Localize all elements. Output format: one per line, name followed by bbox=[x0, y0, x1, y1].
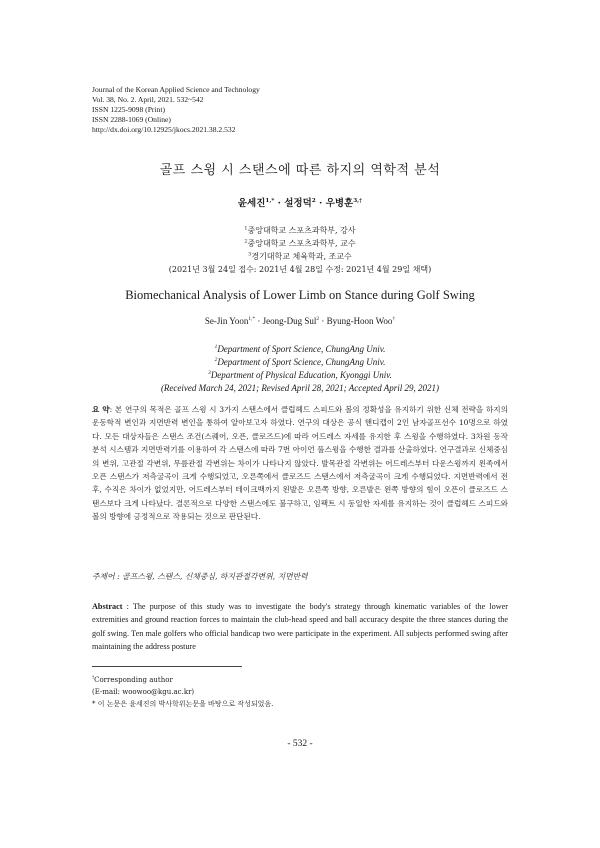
dates-korean: (2021년 3월 24일 접수: 2021년 4월 28일 수정: 2021년 4월 29일 채택) bbox=[168, 265, 432, 274]
author-name: 우병훈 bbox=[325, 198, 354, 209]
author-sup: 2 bbox=[311, 197, 316, 204]
affiliation-sup: 1 bbox=[214, 344, 218, 350]
author-name: Byung-Hoon Woo bbox=[326, 316, 393, 326]
journal-header bbox=[92, 85, 260, 135]
journal-doi: http://dx.doi.org/10.12925/jkocs.2021.38.2.532 bbox=[92, 125, 236, 134]
footnote-corresponding-text: Corresponding author bbox=[94, 676, 173, 684]
affiliation-sup: 3 bbox=[208, 370, 211, 376]
authors-english bbox=[0, 316, 600, 326]
affiliation-sup: 2 bbox=[214, 357, 218, 363]
abstract-korean-text: : 본 연구의 목적은 골프 스윙 시 3가지 스탠스에서 클럽헤드 스피드와 볼의 정확성을 유지하기 위한 신체 전략을 하지의 운동학적 변인과 지면반력 변인을 통하여 알아보고자 하였다. 연구의 대상은 공식 핸디캡이 2인 남자골프선수 10명으로 하였다. 모든 대상자들은 스탠스 조건(스퀘어, 오픈, 클로즈드)에 따라 어드레스 자세를 유지한 후 스윙을 수행하였다. 3차원 동작분석 시스템과 지면반력기를 이용하여 각 스탠스에 따라 7번 아이언 풀스윙을 수행한 결과를 산출하였다. 연구결과로 신체중심의 변위, 고관절 각변위, 무릎관절 각변위는 차이가 나타나지 않았다. 발목관절 각변위는 어드레스부터 다운스윙까지 왼족에서 오픈 스탠스가 저측굴곡이 크게 수행되었고, 오른쪽에서 클로즈드 스탠스에서 저측굴곡이 크게 수행되었다. 지면반력에서 전후, 수직은 차이가 없었지만, 어드레스부터 테이크백까지 왼발은 오른쪽 방향, 오른발은 왼쪽 방향의 힘이 오픈이 클로즈드 스탠스보다 크게 나타났다. 결론적으로 다양한 스탠스에도 불구하고, 임팩트 시 동일한 자세를 유지하는 것이 클럽헤드 스피드와 볼의 방향에 긍정적으로 작용되는 것으로 판단된다. bbox=[92, 405, 508, 522]
affiliation-line bbox=[0, 369, 600, 382]
affiliations-korean bbox=[0, 224, 600, 276]
author-sup: 1,* bbox=[265, 197, 275, 204]
page-number: - 532 - bbox=[287, 739, 313, 749]
affiliations-english bbox=[0, 343, 600, 395]
affiliation-text: 중앙대학교 스포츠과학부, 강사 bbox=[247, 226, 356, 235]
affiliation-text: Department of Sport Science, ChungAng Univ. bbox=[217, 357, 386, 367]
footnote-divider bbox=[92, 666, 242, 667]
author-name: 윤세진 bbox=[237, 198, 266, 209]
affiliation-text: 중앙대학교 스포츠과학부, 교수 bbox=[247, 239, 356, 248]
author-separator: · bbox=[319, 316, 327, 326]
title-korean: 골프 스윙 시 스탠스에 따른 하지의 역학적 분석 bbox=[159, 163, 441, 178]
affiliation-line bbox=[0, 356, 600, 369]
journal-volume: Vol. 38, No. 2. April, 2021. 532~542 bbox=[92, 95, 204, 104]
author-name: Jeong-Dug Sul bbox=[262, 316, 317, 326]
affiliation-line bbox=[0, 224, 600, 237]
journal-name: Journal of the Korean Applied Science and Technology bbox=[92, 85, 260, 94]
author-name: 설정덕 bbox=[284, 198, 312, 209]
dates-english: (Received March 24, 2021; Revised April 28, 2021; Accepted April 29, 2021) bbox=[160, 383, 440, 393]
author-separator: · bbox=[315, 198, 326, 209]
footnote-corresponding bbox=[92, 674, 273, 686]
authors-korean bbox=[0, 195, 600, 209]
affiliation-text: Department of Physical Education, Kyonggi Univ. bbox=[210, 370, 392, 380]
abstract-english-label: Abstract bbox=[92, 602, 123, 611]
abstract-korean bbox=[92, 403, 508, 524]
title-english: Biomechanical Analysis of Lower Limb on Stance during Golf Swing bbox=[125, 288, 475, 302]
affiliation-sup: 1 bbox=[244, 226, 248, 232]
journal-issn-print: ISSN 1225-9098 (Print) bbox=[92, 105, 165, 114]
author-sup: † bbox=[392, 316, 396, 322]
affiliation-sup: 3 bbox=[248, 252, 252, 258]
author-name: Se-Jin Yoon bbox=[204, 316, 249, 326]
abstract-korean-label: 요 약 bbox=[92, 405, 110, 414]
author-separator: · bbox=[274, 198, 285, 209]
affiliation-sup: 2 bbox=[244, 239, 248, 245]
affiliation-text: 경기대학교 체육학과, 조교수 bbox=[251, 252, 352, 261]
affiliation-line bbox=[0, 250, 600, 263]
author-sup: 3,† bbox=[353, 197, 363, 204]
affiliation-text: Department of Sport Science, ChungAng Univ. bbox=[217, 344, 386, 354]
footnote-email: (E-mail: woowoo@kgu.ac.kr) bbox=[92, 688, 195, 696]
affiliation-line bbox=[0, 237, 600, 250]
abstract-english bbox=[92, 600, 508, 653]
dagger-mark: † bbox=[92, 674, 95, 680]
author-separator: · bbox=[255, 316, 263, 326]
footnotes bbox=[92, 674, 273, 710]
abstract-english-text: : The purpose of this study was to investigate the body's strategy through kinematic variables of the lower extremities and ground reaction forces to maintain the club-head speed and ball accuracy despite the three stances during the golf swing. Ten male golfers who official handicap two were participate in the experiment. All subjects performed swing after maintaining the address posture bbox=[92, 602, 508, 651]
author-sup: 1,* bbox=[248, 316, 256, 322]
keywords-korean: 주제어 : 골프스윙, 스탠스, 신체중심, 하지관절각변위, 지면반력 bbox=[92, 572, 308, 581]
author-sup: 2 bbox=[316, 316, 320, 322]
affiliation-line bbox=[0, 343, 600, 356]
journal-issn-online: ISSN 2288-1069 (Online) bbox=[92, 115, 171, 124]
footnote-note: * 이 논문은 윤세진의 박사학위논문을 바탕으로 작성되었음. bbox=[92, 700, 274, 708]
